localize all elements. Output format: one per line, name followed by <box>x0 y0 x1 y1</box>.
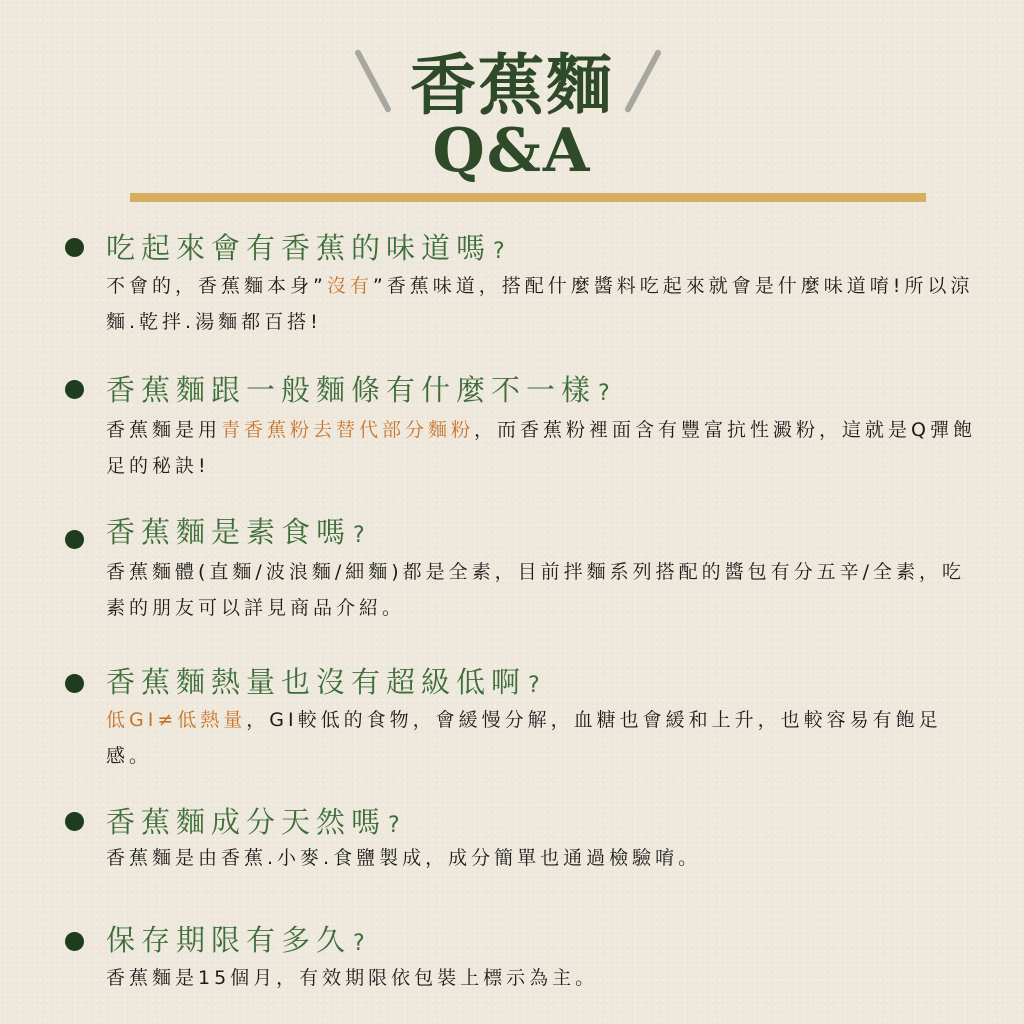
answer-text: 不會的，香蕉麵本身” <box>106 275 327 297</box>
question-mark: ? <box>493 239 505 264</box>
answer-text: 香蕉麵是用 <box>106 419 222 441</box>
answer <box>106 840 986 876</box>
answer <box>106 960 986 996</box>
bullet-icon <box>65 812 84 831</box>
answer-text: 香蕉麵是15個月，有效期限依包裝上標示為主。 <box>106 967 599 989</box>
question <box>106 368 610 409</box>
answer <box>106 412 986 484</box>
question <box>106 918 365 959</box>
page-title: 香蕉麵 <box>410 46 614 124</box>
question-mark: ? <box>353 523 365 548</box>
question-text: 香蕉麵跟一般麵條有什麼不一樣 <box>106 373 597 407</box>
answer-text: 香蕉麵是由香蕉.小麥.食鹽製成，成分簡單也通過檢驗唷。 <box>106 847 702 869</box>
answer <box>106 554 986 626</box>
question-mark: ? <box>353 931 365 956</box>
question-text: 香蕉麵熱量也沒有超級低啊 <box>106 665 527 699</box>
answer-text: ”香蕉味道，搭配什麼醬料吃起來就會是什麼味道唷!所以涼麵.乾拌.湯麵都百搭! <box>106 275 974 333</box>
answer-text: 香蕉麵體(直麵/波浪麵/細麵)都是全素，目前拌麵系列搭配的醬包有分五辛/全素，吃素的朋友可以詳見商品介紹。 <box>106 561 966 619</box>
question <box>106 510 365 551</box>
answer-highlight: 低GI≠低熱量 <box>106 709 247 731</box>
title-divider <box>130 193 926 202</box>
question <box>106 226 505 267</box>
page-subtitle: Q&A <box>432 116 592 186</box>
answer <box>106 268 986 340</box>
question-text: 保存期限有多久 <box>106 923 352 957</box>
answer-highlight: 青香蕉粉去替代部分麵粉 <box>221 419 475 441</box>
header <box>0 0 1024 210</box>
bullet-icon <box>65 674 84 693</box>
answer-text: ，而香蕉粉裡面含有豐富抗性澱粉，這就是Q彈飽足的秘訣! <box>106 419 976 477</box>
question-text: 香蕉麵是素食嗎 <box>106 515 352 549</box>
bullet-icon <box>65 530 84 549</box>
question <box>106 800 400 841</box>
bullet-icon <box>65 932 84 951</box>
bullet-icon <box>65 238 84 257</box>
question <box>106 660 540 701</box>
question-text: 香蕉麵成分天然嗎 <box>106 805 387 839</box>
question-mark: ? <box>598 381 610 406</box>
answer <box>106 702 986 774</box>
answer-highlight: 沒有 <box>326 275 373 297</box>
bullet-icon <box>65 380 84 399</box>
answer-text: ，GI較低的食物，會緩慢分解，血糖也會緩和上升，也較容易有飽足感。 <box>106 709 942 767</box>
question-text: 吃起來會有香蕉的味道嗎 <box>106 231 492 265</box>
question-mark: ? <box>388 813 400 838</box>
question-mark: ? <box>528 673 540 698</box>
